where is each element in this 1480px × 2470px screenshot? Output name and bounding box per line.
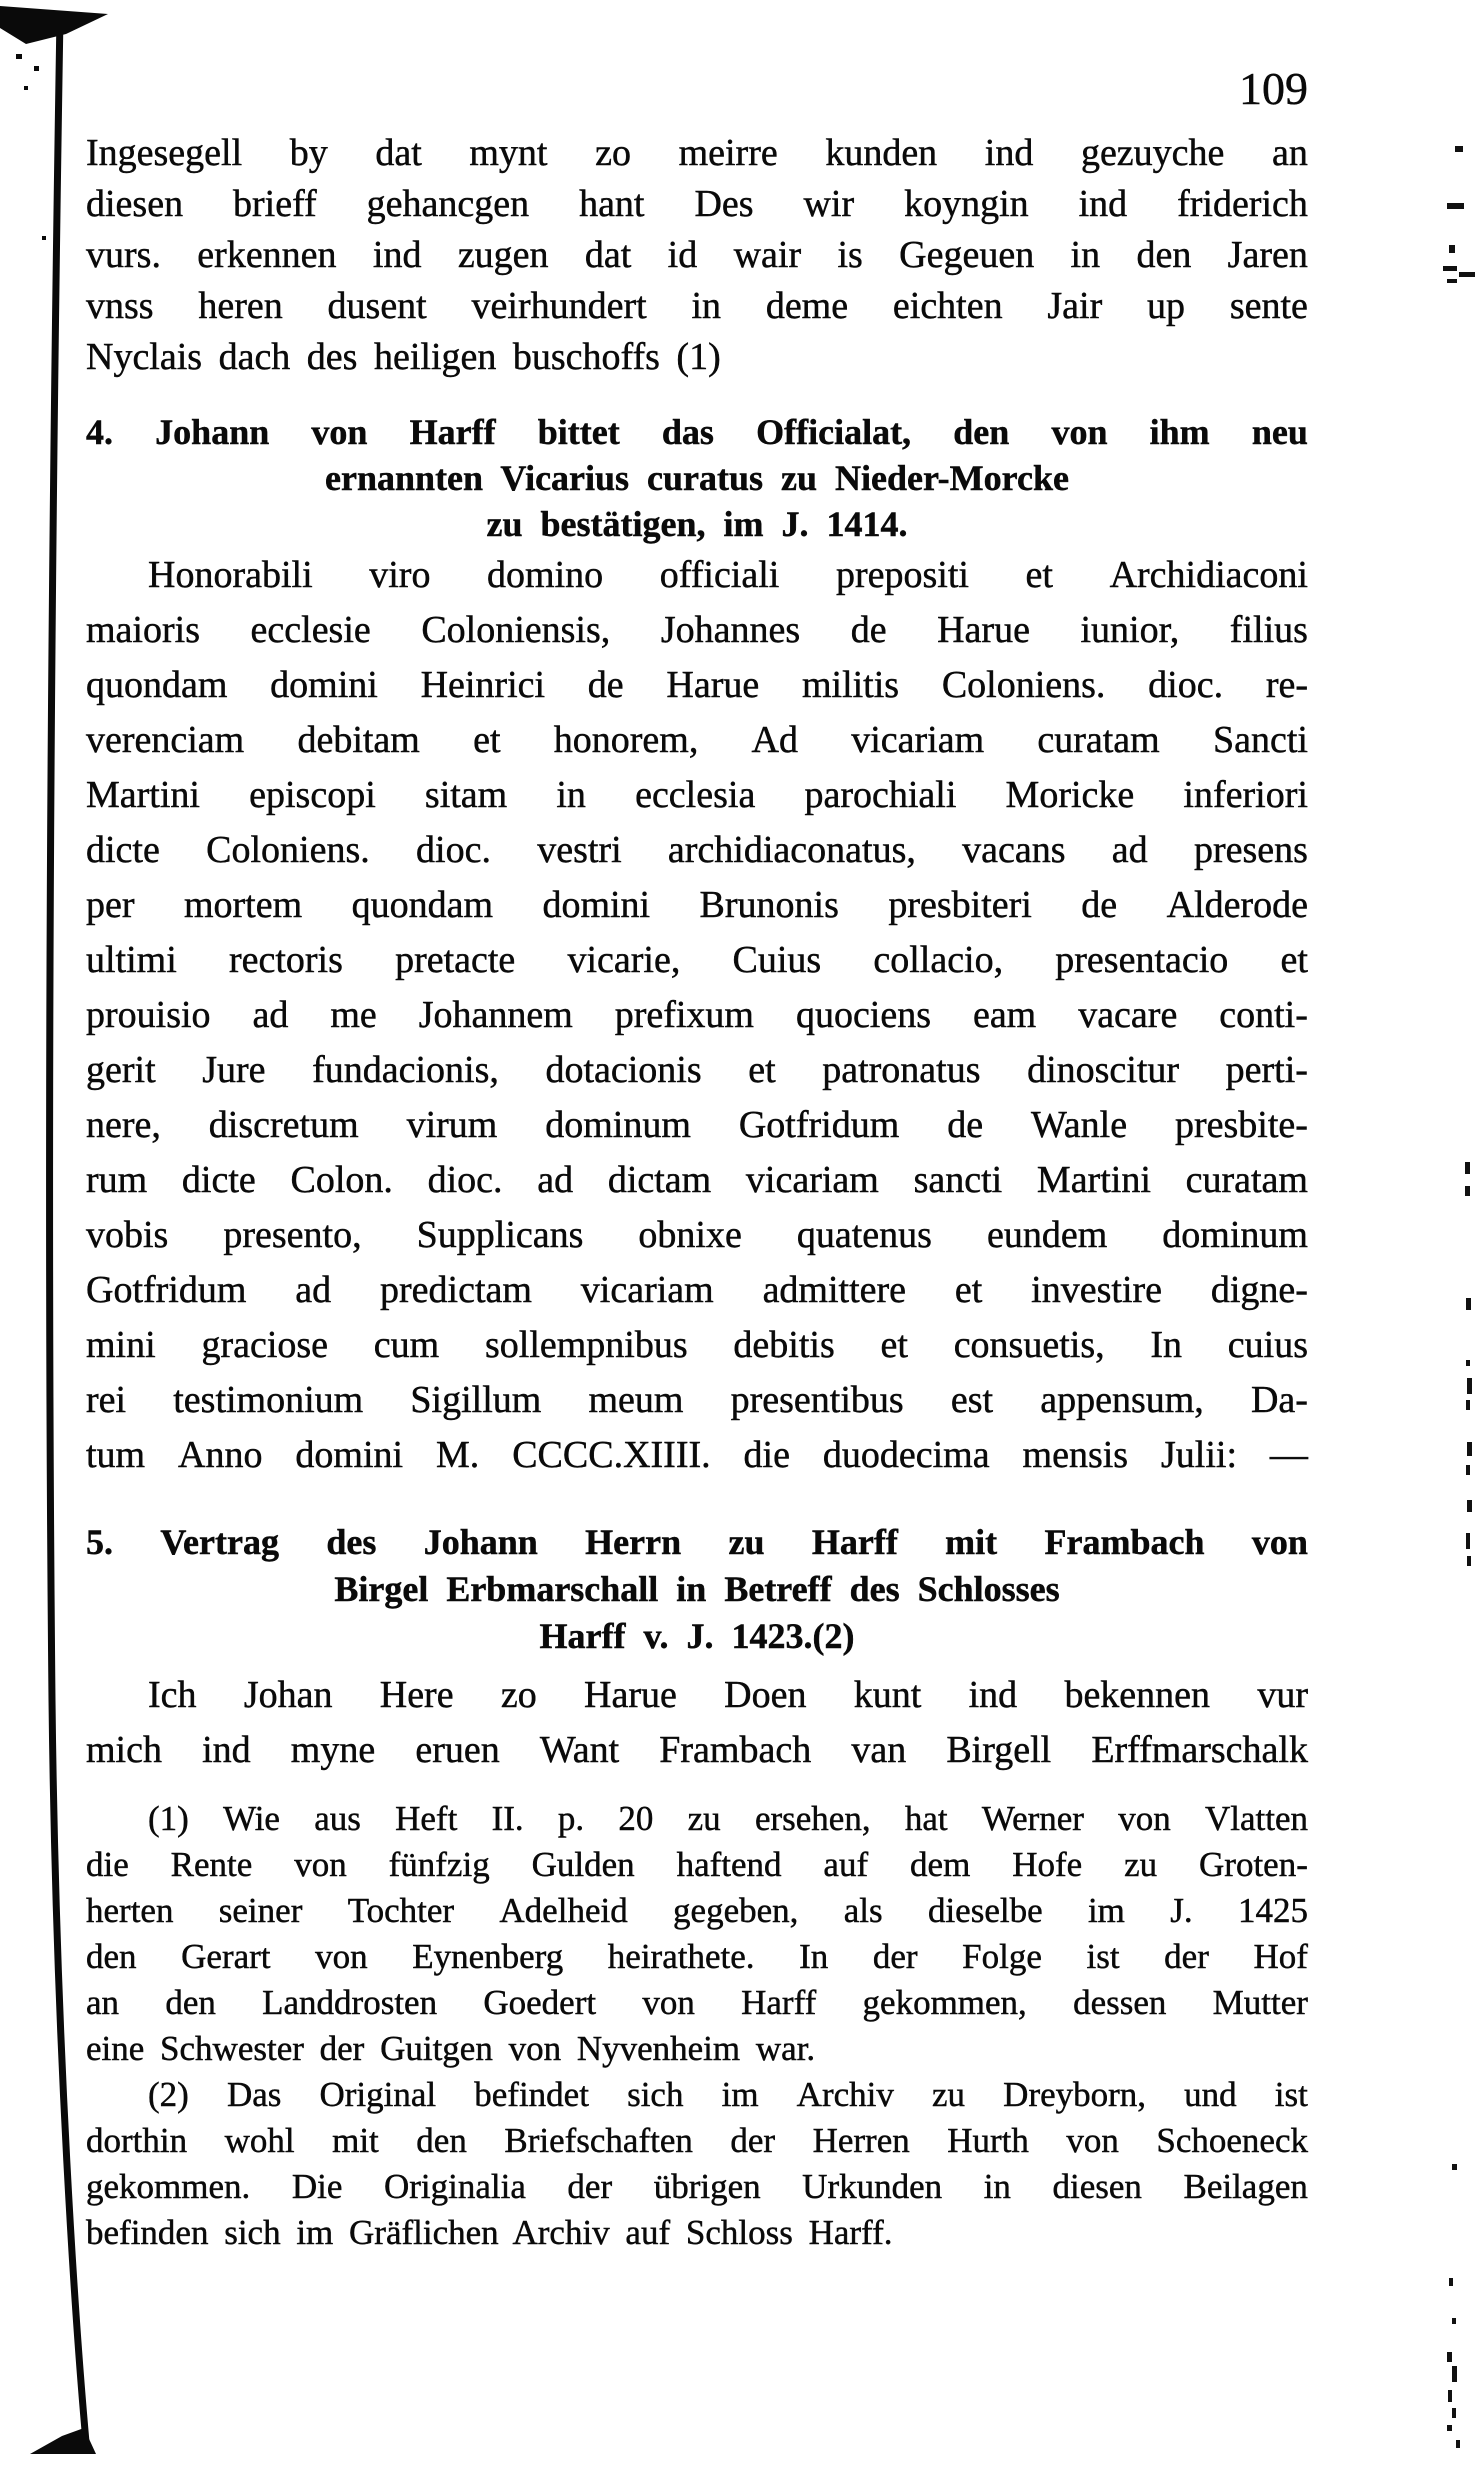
text-line: an den Landdrosten Goedert von Harff gekommen, dessen Mutter bbox=[86, 1983, 1308, 2022]
page-number: 109 bbox=[1239, 63, 1308, 114]
scan-speck-artifact bbox=[1456, 2440, 1460, 2448]
text-line: gerit Jure fundacionis, dotacionis et patronatus dinoscitur perti- bbox=[86, 1049, 1308, 1091]
text-line: Martini episcopi sitam in ecclesia parochiali Moricke inferiori bbox=[86, 774, 1308, 816]
scan-speck-artifact bbox=[1466, 1400, 1470, 1410]
text-line: verenciam debitam et honorem, Ad vicariam curatam Sancti bbox=[86, 719, 1308, 761]
text-line: befinden sich im Gräflichen Archiv auf Schloss Harff. bbox=[86, 2213, 893, 2252]
text-line: 4. Johann von Harff bittet das Officialat, den von ihm neu bbox=[86, 412, 1308, 452]
text-line: tum Anno domini M. CCCC.XIIII. die duodecima mensis Julii: — bbox=[86, 1434, 1308, 1476]
scan-speck-artifact bbox=[1452, 2366, 1457, 2382]
scan-speck-artifact bbox=[1459, 272, 1475, 277]
text-line: (1) Wie aus Heft II. p. 20 zu ersehen, hat Werner von Vlatten bbox=[148, 1799, 1308, 1838]
text-line: (2) Das Original befindet sich im Archiv zu Dreyborn, und ist bbox=[148, 2075, 1308, 2114]
text-line: ernannten Vicarius curatus zu Nieder-Morcke bbox=[325, 458, 1069, 498]
text-line: den Gerart von Eynenberg heirathete. In der Folge ist der Hof bbox=[86, 1937, 1308, 1976]
text-line: dicte Coloniens. dioc. vestri archidiaconatus, vacans ad presens bbox=[86, 829, 1308, 871]
text-line: Harff v. J. 1423.(2) bbox=[539, 1616, 855, 1656]
text-line: Gotfridum ad predictam vicariam admittere et investire digne- bbox=[86, 1269, 1308, 1311]
scan-speck-artifact bbox=[1455, 146, 1463, 152]
text-line: vurs. erkennen ind zugen dat id wair is Gegeuen in den Jaren bbox=[86, 234, 1308, 276]
text-line: per mortem quondam domini Brunonis presbiteri de Alderode bbox=[86, 884, 1308, 926]
footnote-1 bbox=[86, 1796, 1308, 2072]
text-line: quondam domini Heinrici de Harue militis Coloniens. dioc. re- bbox=[86, 664, 1308, 706]
scan-speck-artifact bbox=[1467, 1556, 1471, 1566]
entry-5-heading bbox=[86, 1519, 1308, 1660]
entry-4-heading bbox=[86, 409, 1308, 547]
text-line: maioris ecclesie Coloniensis, Johannes de Harue iunior, filius bbox=[86, 609, 1308, 651]
scan-speck-artifact bbox=[1452, 2408, 1456, 2418]
text-line: zu bestätigen, im J. 1414. bbox=[486, 504, 908, 544]
text-line: herten seiner Tochter Adelheid gegeben, als dieselbe im J. 1425 bbox=[86, 1891, 1308, 1930]
scan-speck-artifact bbox=[1466, 1533, 1470, 1549]
text-line: eine Schwester der Guitgen von Nyvenheim war. bbox=[86, 2029, 816, 2068]
text-line: Nyclais dach des heiligen buschoffs (1) bbox=[86, 336, 721, 378]
text-line: diesen brieff gehancgen hant Des wir koyngin ind friderich bbox=[86, 183, 1308, 225]
entry-5-paragraph bbox=[86, 1668, 1308, 1778]
scan-speck-artifact bbox=[1449, 245, 1455, 253]
footnote-2 bbox=[86, 2072, 1308, 2256]
text-line: die Rente von fünfzig Gulden haftend auf dem Hofe zu Groten- bbox=[86, 1845, 1308, 1884]
text-line: vobis presento, Supplicans obnixe quatenus eundem dominum bbox=[86, 1214, 1308, 1256]
scan-speck-artifact bbox=[1452, 2164, 1457, 2170]
scan-speck-artifact bbox=[1467, 1378, 1472, 1394]
latin-petition-paragraph bbox=[86, 548, 1308, 1483]
text-line: rum dicte Colon. dioc. ad dictam vicariam sancti Martini curatam bbox=[86, 1159, 1308, 1201]
scan-speck-artifact bbox=[1466, 1465, 1470, 1475]
text-line: gekommen. Die Originalia der übrigen Urkunden in diesen Beilagen bbox=[86, 2167, 1308, 2206]
text-line: rei testimonium Sigillum meum presentibus est appensum, Da- bbox=[86, 1379, 1308, 1421]
text-line: Honorabili viro domino officiali prepositi et Archidiaconi bbox=[148, 554, 1308, 596]
scan-speck-artifact bbox=[1447, 2352, 1452, 2362]
continued-paragraph bbox=[86, 128, 1308, 383]
scan-speck-artifact bbox=[1467, 1500, 1472, 1512]
text-line: mini graciose cum sollempnibus debitis et consuetis, In cuius bbox=[86, 1324, 1308, 1366]
scan-speck-artifact bbox=[1448, 2390, 1452, 2402]
scan-speck-artifact bbox=[1452, 2318, 1456, 2324]
text-line: 5. Vertrag des Johann Herrn zu Harff mit Frambach von bbox=[86, 1522, 1308, 1562]
text-line: Ich Johan Here zo Harue Doen kunt ind bekennen vur bbox=[148, 1674, 1308, 1716]
scan-speck-artifact bbox=[1449, 2278, 1453, 2286]
scan-speck-artifact bbox=[1465, 1162, 1470, 1174]
scan-speck-artifact bbox=[1466, 1298, 1471, 1310]
scan-speck-artifact bbox=[1443, 266, 1457, 271]
scan-speck-artifact bbox=[1447, 2425, 1452, 2431]
text-line: mich ind myne eruen Want Frambach van Birgell Erffmarschalk bbox=[86, 1729, 1308, 1771]
scan-speck-artifact bbox=[1447, 279, 1457, 283]
text-line: dorthin wohl mit den Briefschaften der Herren Hurth von Schoeneck bbox=[86, 2121, 1308, 2160]
text-line: Birgel Erbmarschall in Betreff des Schlosses bbox=[334, 1569, 1060, 1609]
scan-speck-artifact bbox=[1466, 1360, 1470, 1366]
text-line: Ingesegell by dat mynt zo meirre kunden ind gezuyche an bbox=[86, 132, 1308, 174]
scan-speck-artifact bbox=[1467, 1442, 1472, 1456]
text-line: ultimi rectoris pretacte vicarie, Cuius collacio, presentacio et bbox=[86, 939, 1308, 981]
scan-speck-artifact bbox=[1465, 1186, 1470, 1196]
scan-speck-artifact bbox=[1447, 203, 1464, 209]
text-line: nere, discretum virum dominum Gotfridum de Wanle presbite- bbox=[86, 1104, 1308, 1146]
text-line: vnss heren dusent veirhundert in deme eichten Jair up sente bbox=[86, 285, 1308, 327]
text-line: prouisio ad me Johannem prefixum quociens eam vacare conti- bbox=[86, 994, 1308, 1036]
